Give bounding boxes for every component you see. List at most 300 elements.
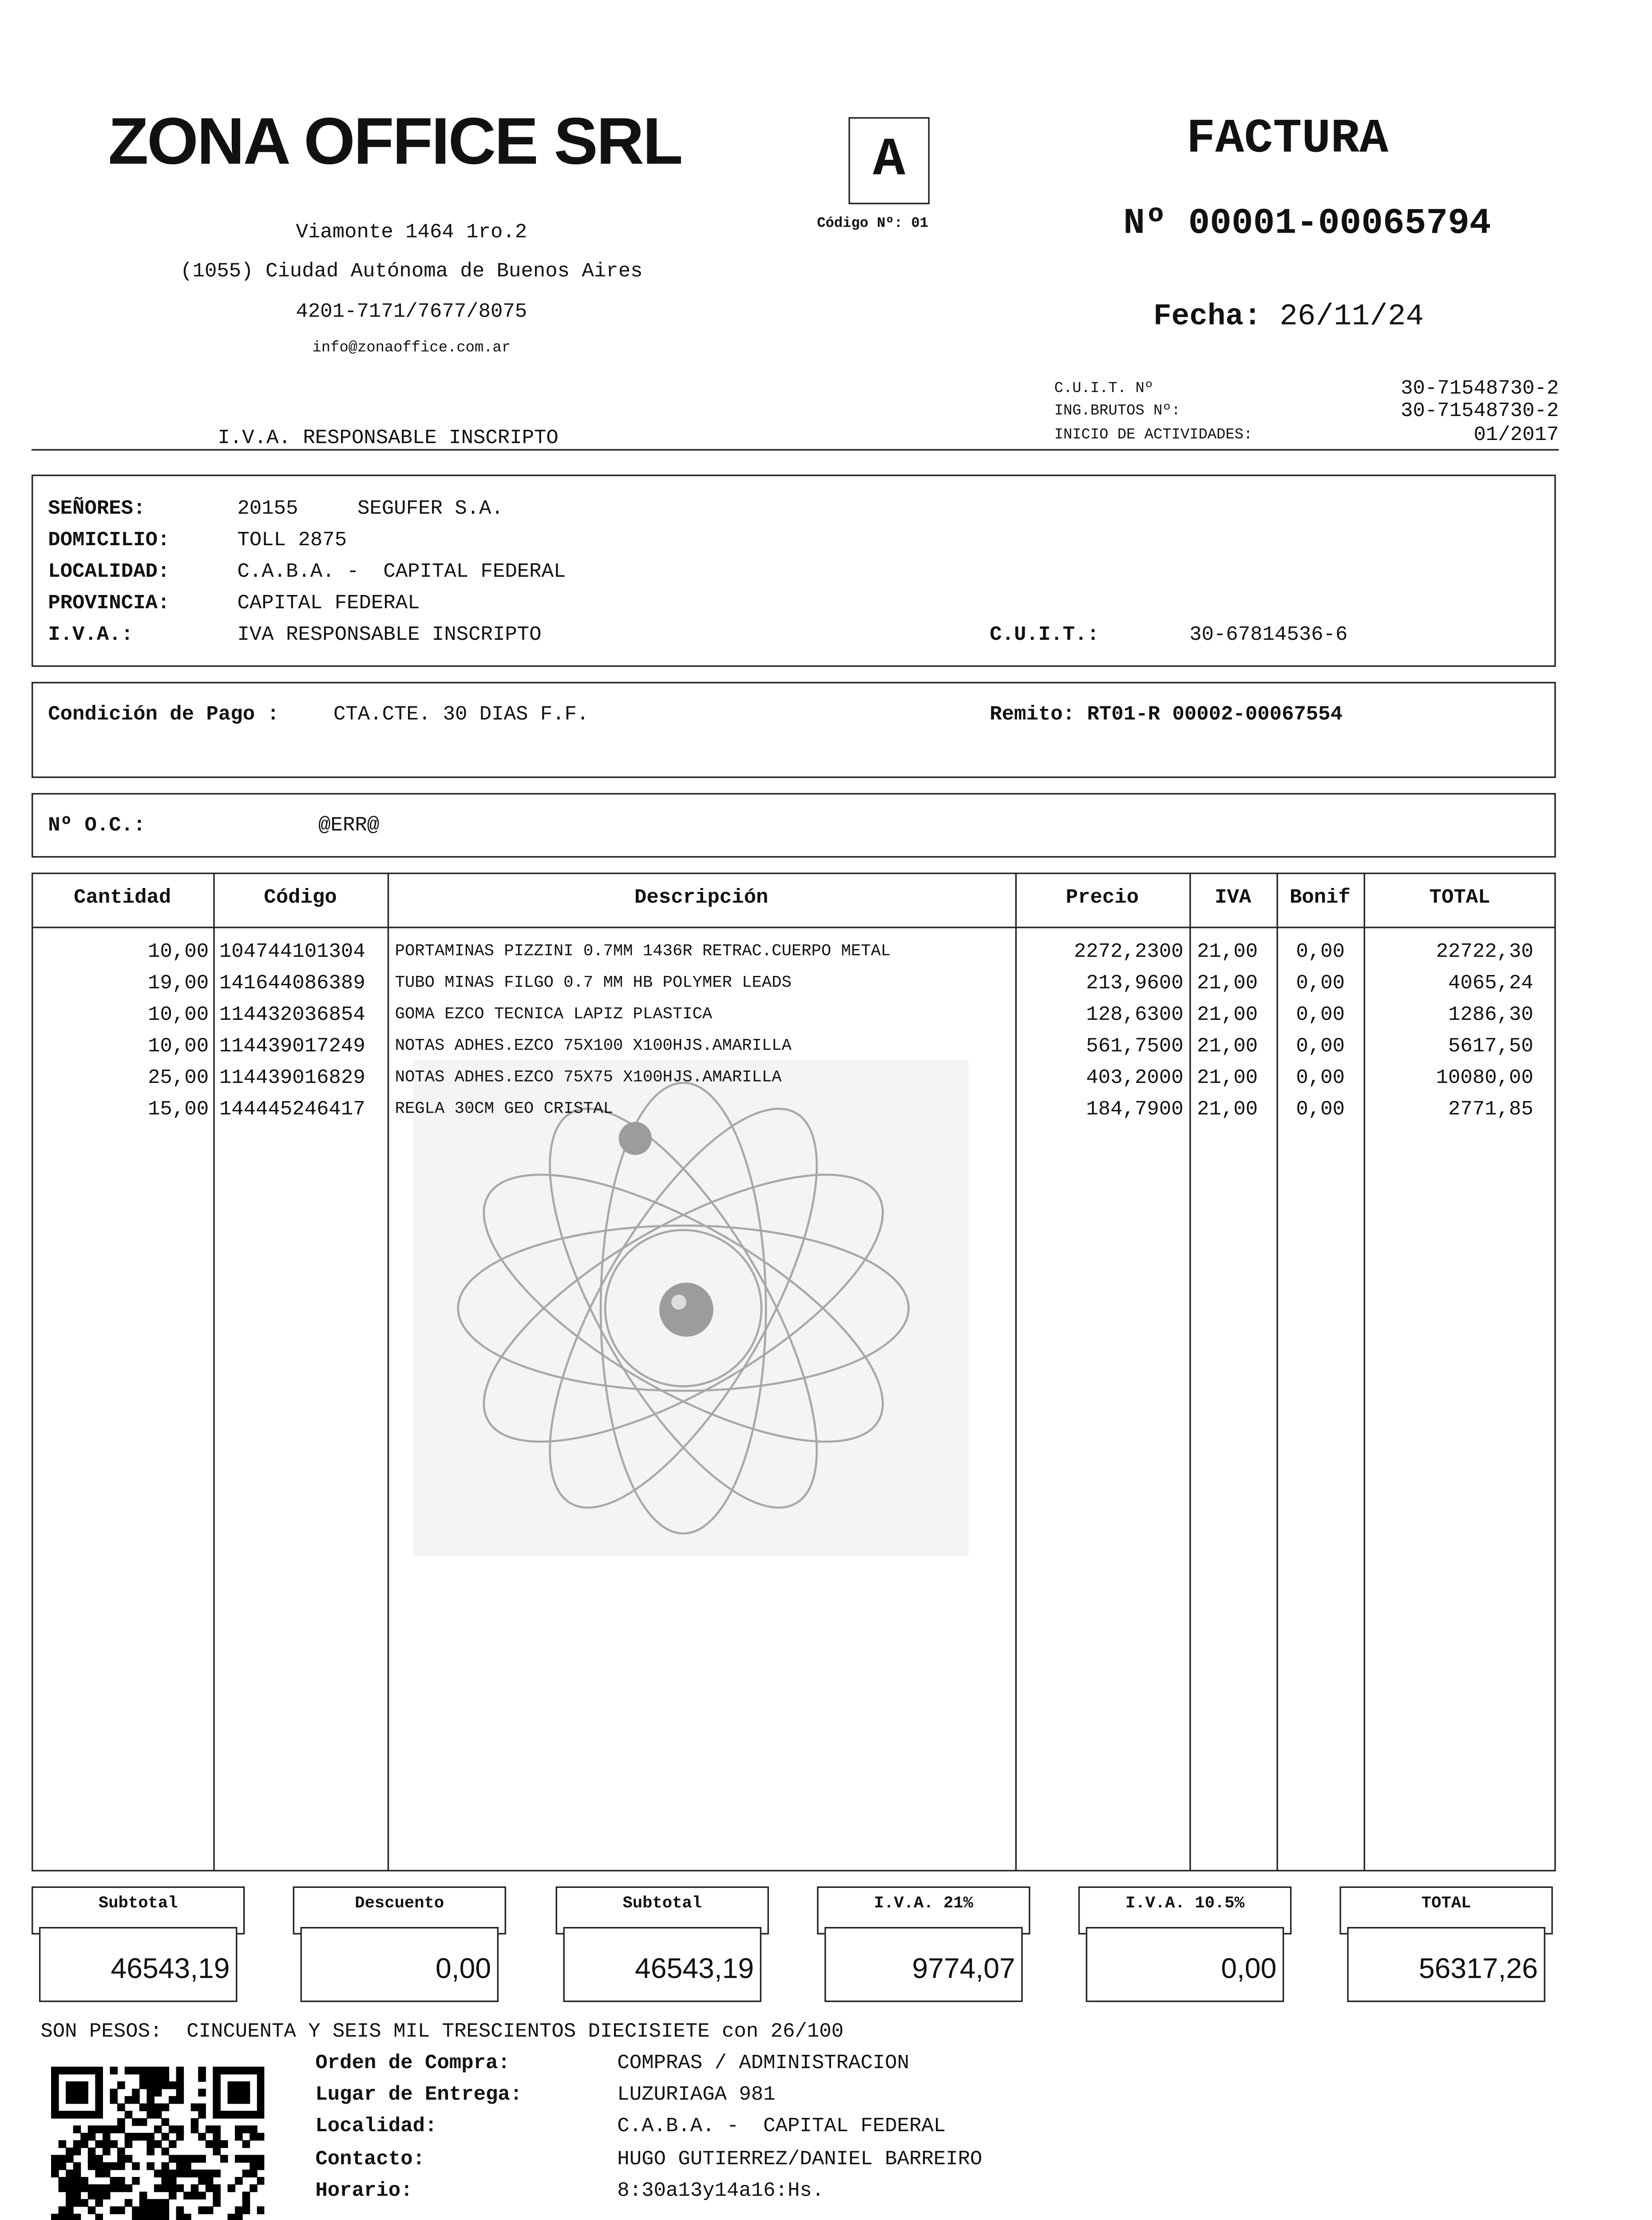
codigo-label: Código Nº: 01	[817, 214, 928, 231]
qr-module	[66, 2089, 74, 2097]
qr-module	[242, 2067, 250, 2075]
qr-module	[73, 2081, 81, 2089]
qr-module	[235, 2111, 243, 2119]
qr-module	[73, 2111, 81, 2119]
remito	[990, 704, 1343, 727]
qr-module	[139, 2118, 147, 2126]
qr-module	[66, 2192, 74, 2200]
qr-module	[147, 2103, 155, 2111]
qr-module	[132, 2089, 140, 2097]
qr-module	[198, 2133, 206, 2141]
qr-module	[66, 2169, 74, 2177]
qr-module	[132, 2214, 140, 2220]
qr-module	[103, 2140, 111, 2148]
qr-module	[169, 2177, 177, 2185]
qr-module	[147, 2148, 155, 2156]
qr-module	[154, 2125, 162, 2133]
inicio-value: 01/2017	[1474, 425, 1559, 448]
qr-module	[154, 2169, 162, 2177]
lugar-value: LUZURIAGA 981	[617, 2085, 776, 2107]
qr-module	[117, 2155, 125, 2163]
cell-codigo: 144445246417	[219, 1099, 365, 1122]
senores-label: SEÑORES:	[48, 499, 146, 521]
qr-module	[154, 2074, 162, 2082]
iva105-label: I.V.A. 10.5%	[1078, 1887, 1291, 1935]
qr-module	[51, 2074, 59, 2082]
qr-module	[59, 2067, 67, 2075]
qr-module	[125, 2184, 133, 2192]
qr-module	[161, 2184, 169, 2192]
qr-module	[80, 2140, 88, 2148]
qr-module	[88, 2067, 96, 2075]
subtotal-value: 46543,19	[39, 1927, 238, 2002]
qr-module	[73, 2214, 81, 2220]
qr-module	[250, 2184, 258, 2192]
qr-module	[242, 2169, 250, 2177]
qr-module	[257, 2162, 265, 2170]
qr-module	[59, 2206, 67, 2214]
qr-module	[95, 2081, 103, 2089]
qr-module	[169, 2169, 177, 2177]
qr-module	[235, 2133, 243, 2141]
qr-module	[66, 2214, 74, 2220]
qr-module	[242, 2206, 250, 2214]
son-pesos-label: SON PESOS:	[40, 2022, 162, 2044]
cell-bonif: 0,00	[1296, 941, 1345, 964]
qr-module	[147, 2096, 155, 2104]
qr-module	[147, 2162, 155, 2170]
cell-descripcion: GOMA EZCO TECNICA LAPIZ PLASTICA	[395, 1006, 713, 1025]
qr-module	[176, 2125, 184, 2133]
qr-module	[183, 2162, 191, 2170]
qr-module	[59, 2140, 67, 2148]
remito-value: RT01-R 00002-00067554	[1087, 704, 1343, 727]
qr-module	[125, 2199, 133, 2207]
qr-module	[228, 2214, 236, 2220]
col-divider	[1276, 872, 1278, 1870]
qr-module	[95, 2074, 103, 2082]
qr-module	[198, 2169, 206, 2177]
cell-iva: 21,00	[1197, 1099, 1258, 1122]
qr-module	[235, 2125, 243, 2133]
payment-box	[32, 682, 1556, 778]
qr-module	[139, 2074, 147, 2082]
qr-module	[110, 2184, 118, 2192]
qr-module	[206, 2206, 214, 2214]
qr-module	[198, 2089, 206, 2097]
qr-module	[66, 2111, 74, 2119]
qr-module	[161, 2148, 169, 2156]
qr-module	[198, 2192, 206, 2200]
qr-module	[80, 2199, 88, 2207]
total-value: 56317,26	[1347, 1927, 1545, 2002]
qr-module	[88, 2162, 96, 2170]
provincia-label: PROVINCIA:	[48, 593, 170, 616]
header-descripcion: Descripción	[634, 888, 769, 910]
qr-module	[206, 2177, 214, 2185]
client-iva-label: I.V.A.:	[48, 625, 134, 647]
qr-module	[73, 2192, 81, 2200]
qr-module	[213, 2125, 221, 2133]
oc-box	[32, 793, 1556, 857]
header-total: TOTAL	[1429, 888, 1490, 910]
qr-code-icon	[51, 2067, 264, 2220]
cell-descripcion: REGLA 30CM GEO CRISTAL	[395, 1101, 613, 1119]
cell-cantidad: 15,00	[148, 1099, 209, 1122]
cell-descripcion: NOTAS ADHES.EZCO 75X100 X100HJS.AMARILLA	[395, 1038, 792, 1056]
qr-module	[103, 2125, 111, 2133]
cell-total: 22722,30	[1436, 941, 1533, 964]
qr-module	[191, 2169, 199, 2177]
qr-module	[147, 2133, 155, 2141]
qr-module	[66, 2177, 74, 2185]
qr-module	[169, 2140, 177, 2148]
cell-iva: 21,00	[1197, 1005, 1258, 1027]
qr-module	[161, 2199, 169, 2207]
qr-module	[176, 2096, 184, 2104]
orden-label: Orden de Compra:	[315, 2053, 510, 2076]
qr-module	[95, 2155, 103, 2163]
qr-module	[161, 2214, 169, 2220]
qr-module	[66, 2067, 74, 2075]
header-precio: Precio	[1066, 888, 1139, 910]
qr-module	[110, 2162, 118, 2170]
qr-module	[242, 2096, 250, 2104]
qr-module	[242, 2081, 250, 2089]
qr-module	[117, 2148, 125, 2156]
qr-module	[117, 2177, 125, 2185]
qr-module	[73, 2177, 81, 2185]
qr-module	[191, 2192, 199, 2200]
col-divider	[388, 872, 389, 1870]
qr-module	[191, 2184, 199, 2192]
subtotal-label: Subtotal	[32, 1887, 245, 1935]
qr-module	[125, 2067, 133, 2075]
qr-module	[176, 2155, 184, 2163]
qr-module	[213, 2103, 221, 2111]
qr-module	[169, 2192, 177, 2200]
qr-module	[235, 2206, 243, 2214]
qr-module	[147, 2089, 155, 2097]
date-label: Fecha:	[1153, 300, 1262, 335]
number-value: 00001-00065794	[1188, 204, 1491, 245]
qr-module	[125, 2155, 133, 2163]
qr-module	[213, 2089, 221, 2097]
cell-cantidad: 10,00	[148, 1036, 209, 1059]
qr-module	[103, 2162, 111, 2170]
qr-module	[213, 2133, 221, 2141]
qr-module	[132, 2162, 140, 2170]
qr-module	[103, 2148, 111, 2156]
qr-module	[66, 2206, 74, 2214]
col-divider	[1189, 872, 1191, 1870]
qr-module	[51, 2081, 59, 2089]
qr-module	[117, 2125, 125, 2133]
invoice-letter: A	[872, 129, 906, 191]
localidad-label: LOCALIDAD:	[48, 562, 170, 584]
qr-module	[176, 2162, 184, 2170]
qr-module	[161, 2118, 169, 2126]
cell-cantidad: 10,00	[148, 941, 209, 964]
qr-module	[242, 2192, 250, 2200]
qr-module	[206, 2184, 214, 2192]
qr-module	[110, 2096, 118, 2104]
col-divider	[213, 872, 214, 1870]
header-bonif: Bonif	[1289, 888, 1351, 910]
company-address-1: Viamonte 1464 1ro.2	[296, 222, 527, 245]
qr-module	[206, 2140, 214, 2148]
cell-codigo: 114432036854	[219, 1005, 365, 1027]
qr-module	[235, 2155, 243, 2163]
cell-total: 10080,00	[1436, 1068, 1533, 1090]
items-header-divider	[32, 927, 1556, 928]
qr-module	[176, 2081, 184, 2089]
qr-module	[257, 2155, 265, 2163]
qr-module	[147, 2067, 155, 2075]
qr-module	[125, 2133, 133, 2141]
cell-iva: 21,00	[1197, 1036, 1258, 1059]
qr-module	[80, 2081, 88, 2089]
ingbrutos-label: ING.BRUTOS Nº:	[1054, 404, 1181, 421]
qr-module	[176, 2074, 184, 2082]
client-name: SEGUFER S.A.	[357, 499, 503, 521]
total-label: TOTAL	[1339, 1887, 1553, 1935]
qr-module	[88, 2148, 96, 2156]
qr-module	[125, 2096, 133, 2104]
qr-module	[51, 2155, 59, 2163]
qr-module	[117, 2162, 125, 2170]
qr-module	[250, 2067, 258, 2075]
qr-module	[235, 2177, 243, 2185]
qr-module	[95, 2103, 103, 2111]
qr-module	[213, 2111, 221, 2119]
number-label: Nº	[1123, 204, 1167, 245]
qr-module	[147, 2206, 155, 2214]
cuit-label: C.U.I.T. Nº	[1054, 381, 1153, 398]
cell-iva: 21,00	[1197, 941, 1258, 964]
cell-cantidad: 25,00	[148, 1068, 209, 1090]
qr-module	[257, 2111, 265, 2119]
qr-module	[250, 2133, 258, 2141]
qr-module	[80, 2133, 88, 2141]
qr-module	[191, 2103, 199, 2111]
qr-module	[51, 2111, 59, 2119]
qr-module	[110, 2089, 118, 2097]
qr-module	[213, 2199, 221, 2207]
qr-module	[110, 2177, 118, 2185]
qr-module	[257, 2133, 265, 2141]
qr-module	[161, 2067, 169, 2075]
qr-module	[183, 2192, 191, 2200]
descuento-label: Descuento	[293, 1887, 506, 1935]
client-cuit-value: 30-67814536-6	[1189, 625, 1348, 647]
header-iva: IVA	[1215, 888, 1252, 910]
qr-module	[228, 2096, 236, 2104]
qr-module	[206, 2125, 214, 2133]
qr-module	[80, 2096, 88, 2104]
domicilio-label: DOMICILIO:	[48, 530, 170, 553]
qr-module	[242, 2140, 250, 2148]
qr-module	[110, 2206, 118, 2214]
qr-module	[117, 2103, 125, 2111]
qr-module	[228, 2067, 236, 2075]
qr-module	[154, 2206, 162, 2214]
qr-module	[257, 2103, 265, 2111]
qr-module	[250, 2162, 258, 2170]
iva-condition: I.V.A. RESPONSABLE INSCRIPTO	[218, 428, 559, 451]
qr-module	[59, 2184, 67, 2192]
provincia-value: CAPITAL FEDERAL	[237, 593, 420, 616]
qr-module	[95, 2140, 103, 2148]
cell-descripcion: PORTAMINAS PIZZINI 0.7MM 1436R RETRAC.CUERPO METAL	[395, 943, 891, 961]
qr-module	[51, 2103, 59, 2111]
cell-codigo: 141644086389	[219, 973, 365, 996]
qr-module	[235, 2081, 243, 2089]
qr-module	[213, 2081, 221, 2089]
qr-module	[132, 2096, 140, 2104]
qr-module	[103, 2184, 111, 2192]
qr-module	[73, 2089, 81, 2097]
qr-module	[176, 2206, 184, 2214]
qr-module	[117, 2184, 125, 2192]
qr-module	[88, 2125, 96, 2133]
qr-module	[183, 2214, 191, 2220]
qr-module	[80, 2089, 88, 2097]
qr-module	[154, 2140, 162, 2148]
qr-module	[250, 2169, 258, 2177]
qr-module	[154, 2103, 162, 2111]
cell-cantidad: 19,00	[148, 973, 209, 996]
cell-bonif: 0,00	[1296, 1068, 1345, 1090]
qr-module	[154, 2199, 162, 2207]
qr-module	[59, 2177, 67, 2185]
qr-module	[235, 2089, 243, 2097]
qr-module	[176, 2214, 184, 2220]
qr-module	[213, 2067, 221, 2075]
ingbrutos-value: 30-71548730-2	[1400, 401, 1559, 424]
qr-module	[147, 2199, 155, 2207]
qr-module	[161, 2162, 169, 2170]
qr-module	[213, 2192, 221, 2200]
qr-module	[198, 2103, 206, 2111]
cell-precio: 184,7900	[1086, 1099, 1184, 1122]
qr-module	[139, 2081, 147, 2089]
qr-module	[66, 2081, 74, 2089]
qr-module	[80, 2111, 88, 2119]
descuento-value: 0,00	[301, 1927, 499, 2002]
qr-module	[95, 2089, 103, 2097]
qr-module	[228, 2184, 236, 2192]
cell-iva: 21,00	[1197, 973, 1258, 996]
contacto-value: HUGO GUTIERREZ/DANIEL BARREIRO	[617, 2149, 982, 2172]
qr-module	[132, 2067, 140, 2075]
qr-module	[88, 2192, 96, 2200]
qr-module	[51, 2067, 59, 2075]
qr-module	[242, 2111, 250, 2119]
qr-module	[73, 2067, 81, 2075]
qr-module	[220, 2111, 228, 2119]
qr-module	[154, 2067, 162, 2075]
qr-module	[73, 2096, 81, 2104]
qr-module	[176, 2133, 184, 2141]
localidad-value: C.A.B.A. - CAPITAL FEDERAL	[237, 562, 566, 584]
qr-module	[169, 2125, 177, 2133]
qr-module	[103, 2133, 111, 2141]
qr-module	[139, 2192, 147, 2200]
qr-module	[154, 2089, 162, 2097]
qr-module	[161, 2177, 169, 2185]
qr-module	[139, 2206, 147, 2214]
qr-module	[103, 2169, 111, 2177]
qr-module	[132, 2206, 140, 2214]
qr-module	[95, 2169, 103, 2177]
qr-module	[198, 2111, 206, 2119]
qr-module	[110, 2140, 118, 2148]
qr-module	[59, 2111, 67, 2119]
cell-descripcion: NOTAS ADHES.EZCO 75X75 X100HJS.AMARILLA	[395, 1069, 782, 1088]
qr-module	[139, 2133, 147, 2141]
header-codigo: Código	[264, 888, 337, 910]
qr-module	[51, 2162, 59, 2170]
cell-bonif: 0,00	[1296, 1005, 1345, 1027]
qr-module	[117, 2206, 125, 2214]
qr-module	[73, 2184, 81, 2192]
qr-module	[95, 2214, 103, 2220]
iva105-value: 0,00	[1086, 1927, 1284, 2002]
header-divider	[32, 449, 1559, 450]
qr-module	[147, 2074, 155, 2082]
qr-module	[257, 2206, 265, 2214]
qr-module	[206, 2169, 214, 2177]
company-phone: 4201-7171/7677/8075	[296, 301, 527, 325]
qr-module	[59, 2155, 67, 2163]
qr-module	[161, 2074, 169, 2082]
qr-module	[132, 2133, 140, 2141]
qr-module	[95, 2199, 103, 2207]
qr-module	[51, 2169, 59, 2177]
cell-bonif: 0,00	[1296, 973, 1345, 996]
qr-module	[176, 2169, 184, 2177]
qr-module	[213, 2074, 221, 2082]
cell-total: 5617,50	[1448, 1036, 1533, 1059]
qr-module	[80, 2177, 88, 2185]
qr-module	[88, 2155, 96, 2163]
qr-module	[161, 2133, 169, 2141]
cell-precio: 213,9600	[1086, 973, 1184, 996]
son-pesos	[40, 2022, 844, 2044]
invoice-letter-box	[848, 117, 930, 204]
qr-module	[198, 2206, 206, 2214]
qr-module	[95, 2067, 103, 2075]
subtotal2-label: Subtotal	[556, 1887, 769, 1935]
cell-bonif: 0,00	[1296, 1036, 1345, 1059]
qr-module	[147, 2111, 155, 2119]
qr-module	[132, 2177, 140, 2185]
qr-module	[51, 2096, 59, 2104]
client-iva-value: IVA RESPONSABLE INSCRIPTO	[237, 625, 542, 647]
condicion-value: CTA.CTE. 30 DIAS F.F.	[333, 704, 589, 727]
qr-module	[147, 2214, 155, 2220]
qr-module	[213, 2184, 221, 2192]
horario-label: Horario:	[315, 2180, 413, 2204]
qr-module	[220, 2140, 228, 2148]
invoice-date	[1153, 301, 1424, 335]
orden-value: COMPRAS / ADMINISTRACION	[617, 2053, 910, 2076]
qr-module	[257, 2074, 265, 2082]
qr-module	[169, 2096, 177, 2104]
son-pesos-value: CINCUENTA Y SEIS MIL TRESCIENTOS DIECISIETE con 26/100	[186, 2022, 844, 2044]
qr-module	[95, 2162, 103, 2170]
